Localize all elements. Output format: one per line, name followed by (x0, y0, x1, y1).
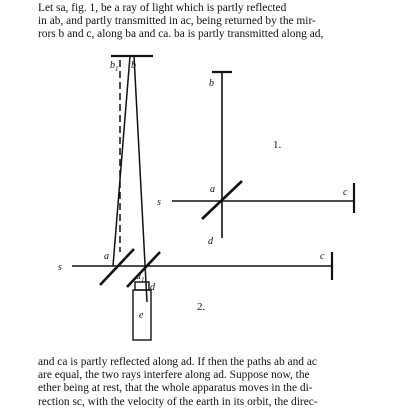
text-line: are equal, the two rays interfere along ad. Suppose now, the (38, 369, 310, 382)
bottom-paragraph (38, 356, 380, 409)
label-a-fig2: a (104, 251, 109, 262)
text-line: rection sc, with the velocity of the earth in its orbit, the direc- (38, 395, 318, 408)
label-d-fig1: d (208, 236, 213, 247)
label-a-fig1: a (210, 184, 215, 195)
label-c-fig1: c (343, 187, 348, 198)
label-a1-fig2: $a_1$ (136, 271, 145, 284)
text-line: and ca is partly reflected along ad. If then the paths ab and ac (38, 356, 317, 368)
label-c-fig2: c (320, 251, 325, 262)
label-s-fig1: s (157, 197, 161, 208)
label-b1-fig2: $b_1$ (110, 60, 119, 73)
label-b-fig1: b (209, 78, 214, 89)
ray-ab-left (113, 56, 130, 266)
figure-2-diagram (72, 56, 332, 340)
label-b-fig2: b (131, 60, 136, 71)
ray-ab-right (134, 56, 147, 302)
label-d-fig2: d (150, 282, 155, 293)
figure-number-2: 2. (197, 301, 206, 313)
figure-1-diagram (172, 72, 354, 238)
label-s-fig2: s (58, 262, 62, 273)
text-line: Let sa, fig. 1, be a ray of light which is partly reflected (38, 2, 287, 14)
text-line: in ab, and partly transmitted in ac, being returned by the mir- (38, 15, 316, 28)
label-e-fig2: e (139, 310, 144, 321)
figure-number-1: 1. (273, 139, 282, 151)
text-line: ether being at rest, that the whole apparatus moves in the di- (38, 382, 313, 395)
text-line: rors b and c, along ba and ca. ba is partly transmitted along ad, (38, 28, 324, 41)
